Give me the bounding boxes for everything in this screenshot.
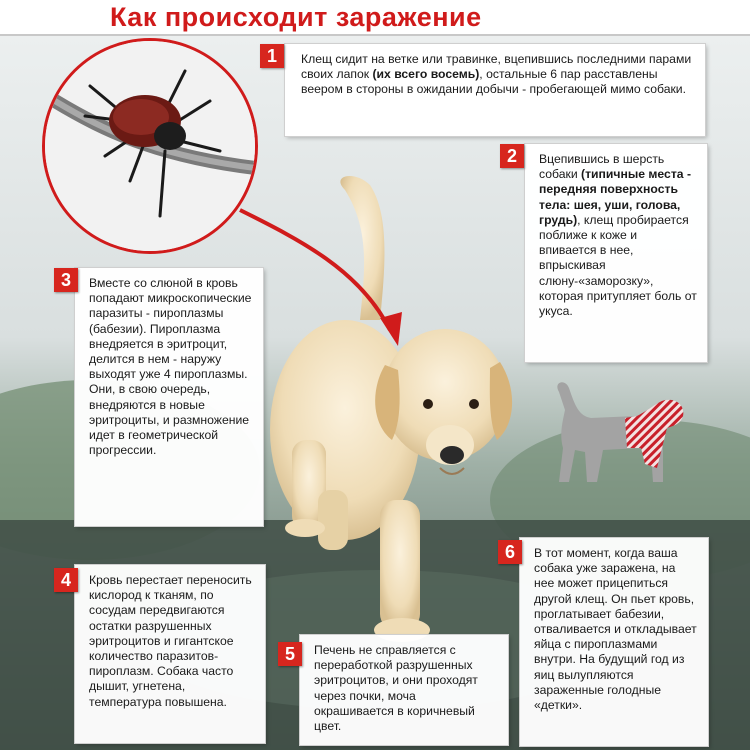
title-bar xyxy=(0,0,750,36)
page-title: Как происходит заражение xyxy=(110,2,482,32)
step-3-card xyxy=(75,268,263,526)
step-6-card xyxy=(520,538,708,746)
step-1-bold: (их всего восемь) xyxy=(372,67,480,82)
step-2-card xyxy=(525,144,707,362)
step-4-badge: 4 xyxy=(54,568,78,592)
step-3-text: Вместе со слюной в кровь попадают микроскопические паразиты - пироплазмы (бабезии). Пироплазма внедряется в эритроцит, делится в нем - наружу выходят уже 4 пироплазмы. Они, в свою очередь, внедряются в новые эритроциты, и размножение идет в геометрической прогрессии. xyxy=(89,276,252,458)
step-6-badge: 6 xyxy=(498,540,522,564)
step-5-badge: 5 xyxy=(278,642,302,666)
step-2-badge: 2 xyxy=(500,144,524,168)
step-1-card xyxy=(285,44,705,136)
step-6-text: В тот момент, когда ваша собака уже заражена, на нее может прицепиться другой клещ. Он пьет кровь, проглатывает бабезии, отваливается и откладывает яйца с пироплазмами внутри. На будущий год из яиц вылупляются зараженные голодные «детки». xyxy=(534,546,697,713)
infected-dog-silhouette xyxy=(545,372,690,492)
step-1-text: Клещ сидит на ветке или травинке, вцепившись последними парами своих лапок (их всего восемь), остальные 6 пар расставлены веером в стороны в ожидании добычи - пробегающей мимо собаки. xyxy=(301,52,692,97)
step-5-text: Печень не справляется с переработкой разрушенных эритроцитов, и они проходят через почки, моча окрашивается в коричневый цвет. xyxy=(314,643,478,734)
step-1-badge: 1 xyxy=(260,44,284,68)
step-3-badge: 3 xyxy=(54,268,78,292)
tick-magnifier xyxy=(42,38,258,254)
step-2-bold: (типичные места - передняя поверхность тела: шея, уши, голова, грудь) xyxy=(539,167,692,227)
step-4-card xyxy=(75,565,265,743)
step-2-text: Вцепившись в шерсть собаки (типичные места - передняя поверхность тела: шея, уши, голова, грудь), клещ пробирается поближе к коже и впивается в нее, впрыскивая слюну-«заморозку», которая притупляет боль от укуса. xyxy=(539,152,697,319)
step-5-card xyxy=(300,635,508,745)
tick-icon xyxy=(45,41,255,251)
step-4-text: Кровь перестает переносить кислород к тканям, по сосудам передвигаются остатки разрушенных эритроцитов и гигантское количество паразитов-пироплазм. Собака часто дышит, угнетена, температура повышена. xyxy=(89,573,252,709)
